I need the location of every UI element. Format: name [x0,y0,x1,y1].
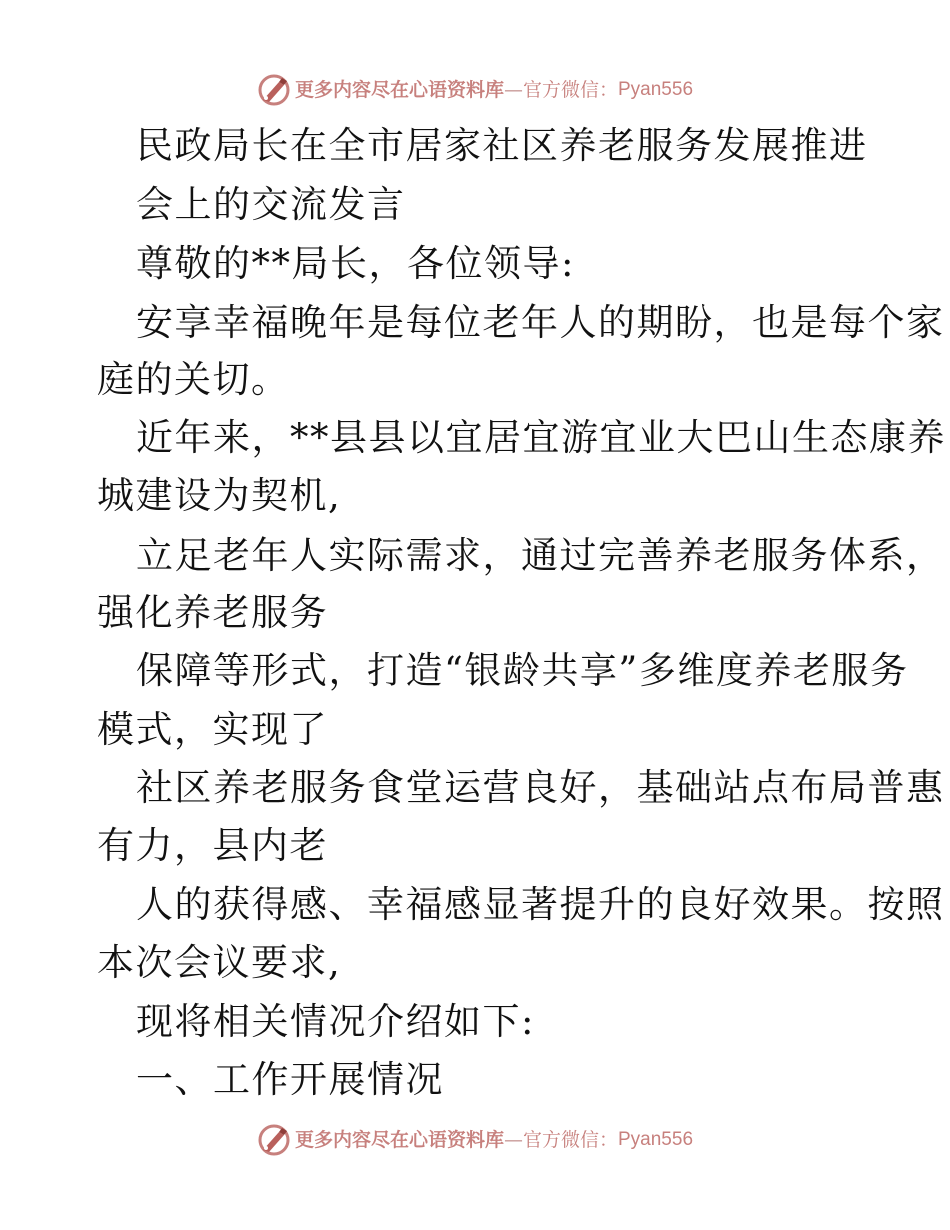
paragraph-3-line-1: 立足老年人实际需求，通过完善养老服务体系， [136,534,945,577]
watermark-brand: 更多内容尽在心语资料库 [294,1129,504,1151]
paragraph-6-line-1: 人的获得感、幸福感显著提升的良好效果。按照 [136,883,945,926]
watermark-brand: 更多内容尽在心语资料库 [294,79,504,101]
watermark-wechat-id: Pyan556 [618,1129,694,1150]
salutation: 尊敬的**局长，各位领导: [136,242,575,285]
watermark-label: 官方微信： [522,1129,618,1151]
pen-logo-icon [257,1123,291,1157]
paragraph-7-line-1: 现将相关情况介绍如下: [136,1000,535,1043]
document-title-line-1: 民政局长在全市居家社区养老服务发展推进 [136,124,868,167]
paragraph-3-line-2: 强化养老服务 [97,591,328,634]
paragraph-1-line-2: 庭的关切。 [97,358,290,401]
watermark-separator: — [503,79,523,101]
watermark-wechat-id: Pyan556 [618,79,694,100]
document-title-line-2: 会上的交流发言 [136,183,406,226]
paragraph-2-line-1: 近年来，**县县以宜居宜游宜业大巴山生态康养 [136,416,946,459]
paragraph-6-line-2: 本次会议要求, [97,941,342,984]
pen-logo-icon [257,73,291,107]
paragraph-2-line-2: 城建设为契机, [97,474,342,517]
watermark-separator: — [503,1129,523,1151]
footer-watermark [0,1120,950,1160]
section-heading: 一、工作开展情况 [136,1058,444,1101]
paragraph-1-line-1: 安享幸福晚年是每位老年人的期盼，也是每个家 [136,301,945,344]
header-watermark [0,70,950,110]
paragraph-4-line-2: 模式，实现了 [97,708,328,751]
watermark-label: 官方微信： [522,79,618,101]
paragraph-5-line-1: 社区养老服务食堂运营良好，基础站点布局普惠 [136,766,945,809]
paragraph-5-line-2: 有力，县内老 [97,824,328,867]
paragraph-4-line-1: 保障等形式，打造“银龄共享”多维度养老服务 [136,649,909,692]
